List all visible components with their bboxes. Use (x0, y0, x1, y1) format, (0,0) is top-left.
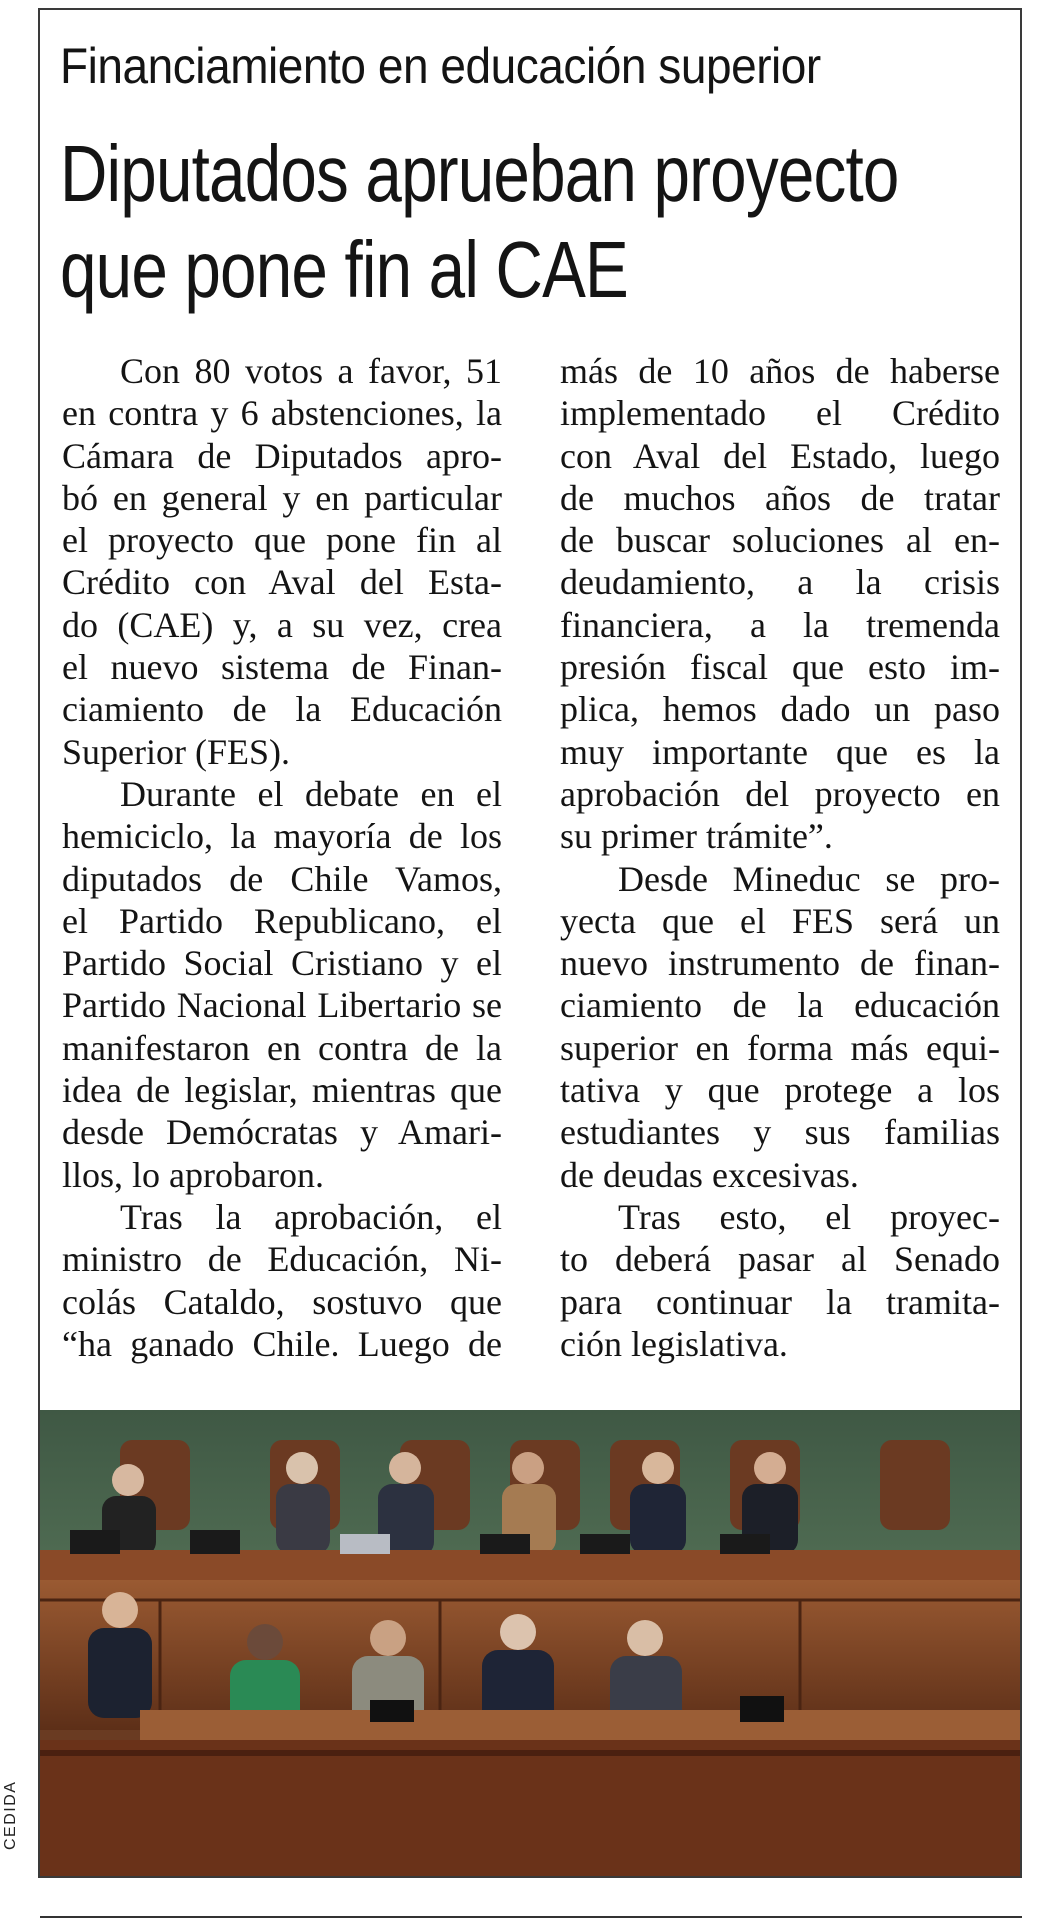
text-line: “ha ganado Chile. Luego de (62, 1323, 502, 1364)
text-line: deudamiento, a la crisis (560, 562, 1000, 603)
text-line: más de 10 años de haberse (560, 351, 1000, 391)
photo-desk-trim (40, 1750, 1020, 1756)
text-line: Partido Nacional Libertario se (62, 985, 502, 1026)
article-column-right (560, 350, 1000, 1365)
photo-upper-desk (40, 1550, 1020, 1580)
photo-credit: CEDIDA (2, 1780, 19, 1850)
text-line: con Aval del Estado, luego (560, 435, 1000, 476)
photo-laptop-right (740, 1696, 784, 1722)
text-line: bó en general y en particular (62, 477, 502, 518)
text-line: diputados de Chile Vamos, (62, 858, 502, 899)
bottom-rule (40, 1916, 1022, 1918)
text-line: muy importante que es la (560, 731, 1000, 772)
text-line: su primer trámite”. (560, 816, 833, 857)
article-headline (60, 126, 913, 318)
text-line: Partido Social Cristiano y el (62, 943, 502, 984)
text-line: nuevo instrumento de finan- (560, 943, 1000, 984)
text-line: el nuevo sistema de Finan- (62, 647, 502, 688)
text-line: tativa y que protege a los (560, 1070, 1000, 1111)
text-line: manifestaron en contra de la (62, 1027, 502, 1068)
text-line: Cámara de Diputados apro- (62, 435, 502, 476)
text-line: ción legislativa. (560, 1323, 788, 1364)
text-line: el proyecto que pone fin al (62, 520, 502, 561)
text-line: llos, lo aprobaron. (62, 1154, 324, 1195)
text-line: Crédito con Aval del Esta- (62, 562, 502, 603)
text-line: de deudas excesivas. (560, 1154, 859, 1195)
article-kicker: Financiamiento en educación superior (60, 38, 821, 94)
text-line: financiera, a la tremenda (560, 604, 1000, 645)
photo-laptop-front (370, 1700, 414, 1722)
chamber-photo (40, 1410, 1020, 1876)
headline-line-1: Diputados aprueban proyecto (60, 129, 899, 218)
text-line: el Partido Republicano, el (62, 900, 502, 941)
text-line: presión fiscal que esto im- (560, 647, 1000, 688)
text-line: Durante el debate en el (120, 773, 502, 814)
text-line: estudiantes y sus familias (560, 1112, 1000, 1153)
text-line: de muchos años de tratar (560, 477, 1000, 518)
article-column-left (62, 350, 502, 1365)
text-line: hemiciclo, la mayoría de los (62, 816, 502, 857)
text-line: aprobación del proyecto en (560, 773, 1000, 814)
text-line: Tras esto, el proyec- (618, 1196, 1000, 1237)
text-line: ciamiento de la Educación (62, 689, 502, 730)
text-line: plica, hemos dado un paso (560, 689, 1000, 730)
photo-lower-desk-front (40, 1740, 1020, 1876)
text-line: Desde Mineduc se pro- (618, 858, 1000, 899)
text-line: Tras la aprobación, el (120, 1196, 502, 1237)
text-line: implementado el Crédito (560, 393, 1000, 434)
text-line: para continuar la tramita- (560, 1281, 1000, 1322)
text-line: ciamiento de la educación (560, 985, 1000, 1026)
headline-line-2: que pone fin al CAE (60, 225, 628, 314)
text-line: desde Demócratas y Amari- (62, 1112, 502, 1153)
text-line: Con 80 votos a favor, 51 (120, 351, 502, 391)
text-line: Superior (FES). (62, 731, 290, 772)
text-line: superior en forma más equi- (560, 1027, 1000, 1068)
chamber-photo-illustration (40, 1410, 1020, 1876)
text-line: do (CAE) y, a su vez, crea (62, 604, 502, 645)
text-line: colás Cataldo, sostuvo que (62, 1281, 502, 1322)
text-line: yecta que el FES será un (560, 900, 1000, 941)
text-line: ministro de Educación, Ni- (62, 1239, 502, 1280)
text-line: idea de legislar, mientras que (62, 1070, 502, 1111)
text-line: de buscar soluciones al en- (560, 520, 1000, 561)
text-line: en contra y 6 abstenciones, la (62, 393, 502, 434)
text-line: to deberá pasar al Senado (560, 1239, 1000, 1280)
